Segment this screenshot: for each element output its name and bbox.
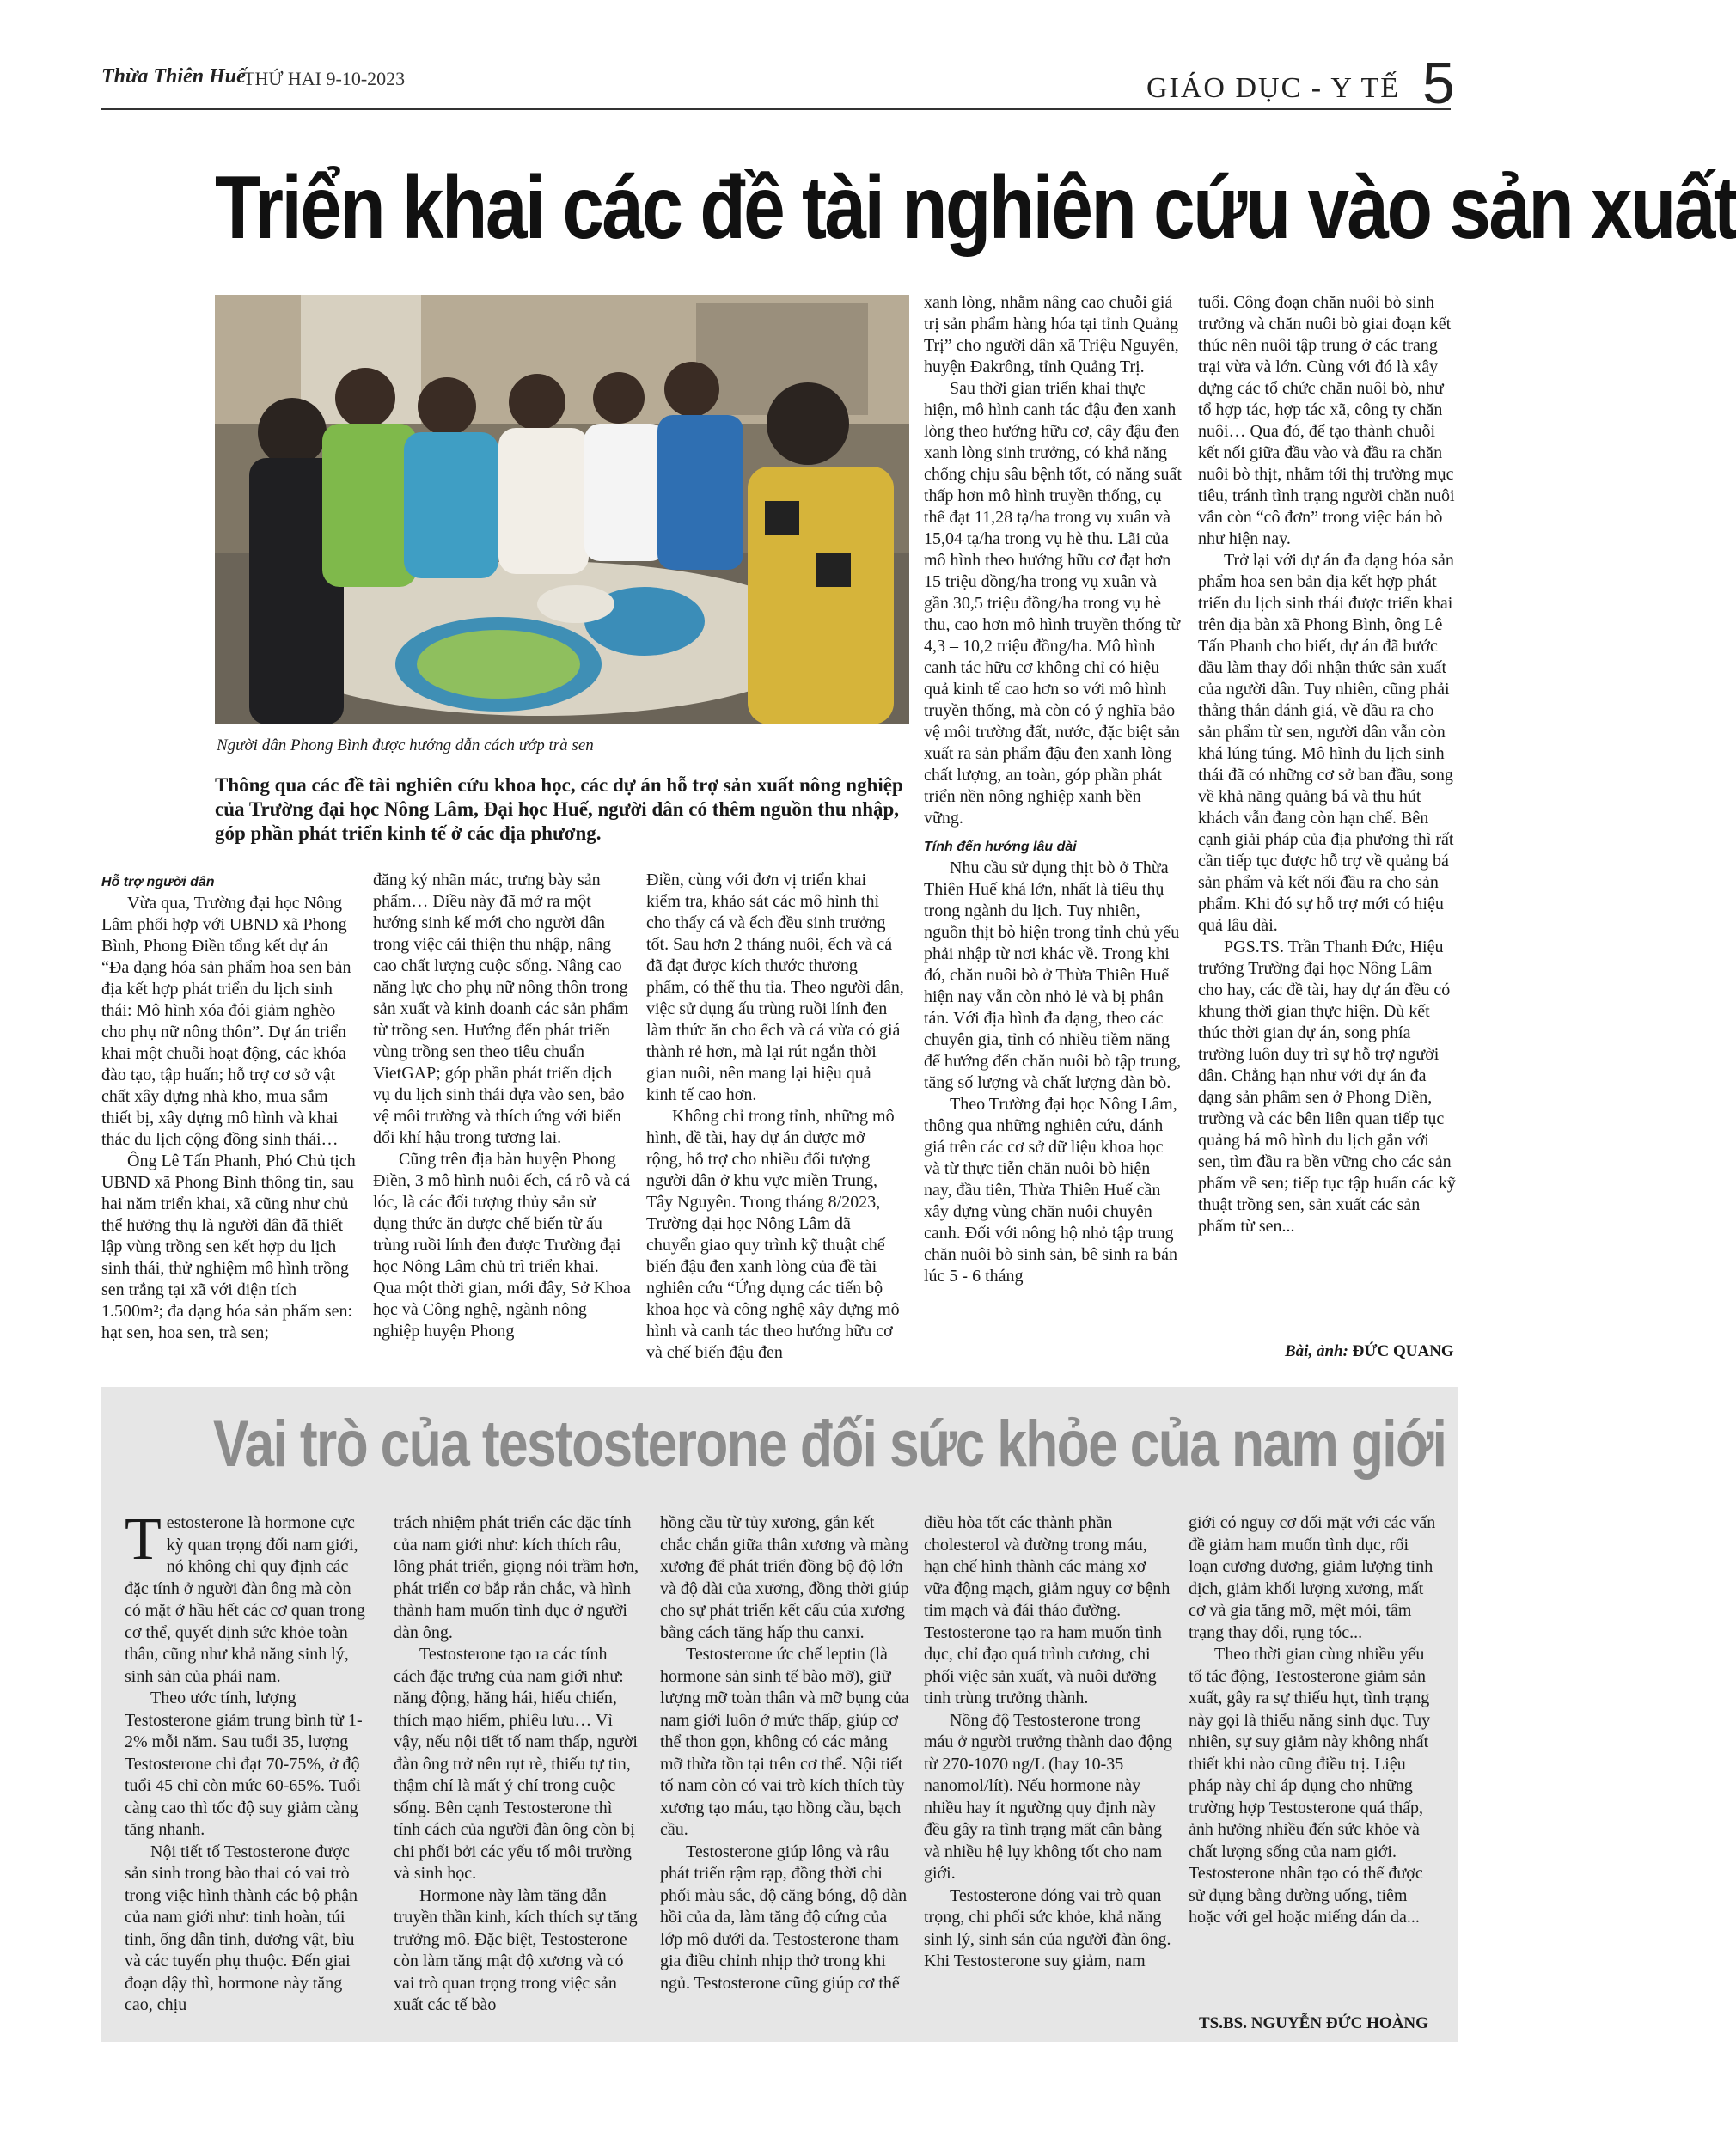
paragraph: đăng ký nhãn mác, trưng bày sản phẩm… Điều này đã mở ra một hướng sinh kế mới cho người dân trong việc cải thiện thu nhập, nâng cao chất lượng cuộc sống. Nâng cao năng lực cho phụ nữ nông thôn trong sản xuất và kinh doanh các sản phẩm từ trồng sen. Hướng đến phát triển vùng trồng sen theo tiêu chuẩn VietGAP; góp phần phát triển dịch vụ du lịch sinh thái dựa vào sen, bảo vệ môi trường và thích ứng với biến đổi khí hậu trong tương lai.: [373, 871, 629, 1147]
photo-illustration: [215, 295, 909, 724]
paragraph: Điền, cùng với đơn vị triển khai kiểm tra, khảo sát các mô hình thì cho thấy cá và ếch đều sinh trưởng tốt. Sau hơn 2 tháng nuôi, ếch và cá đã đạt được kích thước thương phẩm, có thể thu tỉa. Theo người dân, việc sử dụng ấu trùng ruồi lính đen làm thức ăn cho ếch và cá vừa có giá thành rẻ hơn, mà lại rút ngắn thời gian nuôi, nên mang lại hiệu quả kinh tế cao hơn.: [646, 871, 904, 1104]
paragraph: tuổi. Công đoạn chăn nuôi bò sinh trưởng và chăn nuôi bò giai đoạn kết thúc nên nuôi tập trung ở các trang trại vừa và lớn. Cùng với đó là xây dựng các tổ chức chăn nuôi bò, như tổ hợp tác, hợp tác xã, công ty chăn nuôi… Qua đó, để tạo thành chuỗi kết nối giữa đầu vào và đầu ra chăn nuôi bò thịt, nhằm tới thị trường mục tiêu, tránh tình trạng người chăn nuôi vẫn còn “cô đơn” trong việc bán bò như hiện nay.: [1198, 293, 1455, 548]
paragraph: Theo ước tính, lượng Testosterone giảm trung bình từ 1-2% mỗi năm. Sau tuổi 35, lượng Testosterone chỉ đạt 70-75%, ở độ tuổi 45 chỉ còn mức 60-65%. Tuổi càng cao thì tốc độ suy giảm càng tăng nhanh.: [125, 1689, 363, 1839]
masthead: Thừa Thiên Huế: [101, 65, 246, 88]
subhead-huong-lau-dai: Tính đến hướng lâu dài: [924, 840, 1077, 854]
issue-date: THỨ HAI 9-10-2023: [243, 68, 406, 89]
article2-column-1: [125, 1506, 370, 2017]
paragraph: [125, 1506, 370, 1688]
paragraph: Testosterone tạo ra các tính cách đặc trưng của nam giới như: năng động, hăng hái, hiếu chiến, thích mạo hiểm, phiêu lưu… Vì vậy, nếu nội tiết tố nam thấp, người đàn ông trở nên rụt rè, thiếu tự tin, thậm chí là mất ý chí trong cuộc sống. Bên cạnh Testosterone thì tính cách của người đàn ông còn bị chi phối bởi các yếu tố môi trường và sinh học.: [394, 1645, 638, 1883]
paragraph: Nhu cầu sử dụng thịt bò ở Thừa Thiên Huế khá lớn, nhất là tiêu thụ trong ngành du lịch. Tuy nhiên, nguồn thịt bò hiện trong tỉnh chủ yếu phải nhập từ nơi khác về. Trong khi đó, chăn nuôi bò ở Thừa Thiên Huế hiện nay vẫn còn nhỏ lẻ và bị phân tán. Với địa hình đa dạng, theo các chuyên gia, tỉnh có nhiều tiềm năng để hướng đến chăn nuôi bò tập trung, tăng số lượng và chất lượng đàn bò.: [924, 858, 1182, 1092]
paragraph: điều hòa tốt các thành phần cholesterol và đường trong máu, hạn chế hình thành các mảng xơ vữa động mạch, giảm nguy cơ bệnh tim mạch và đái tháo đường. Testosterone tạo ra ham muốn tình dục, chỉ đạo quá trình cương, chi phối việc sản xuất, và nuôi dưỡng tinh trùng trưởng thành.: [924, 1513, 1171, 1707]
paragraph: Vừa qua, Trường đại học Nông Lâm phối hợp với UBND xã Phong Bình, Phong Điền tổng kết dự án “Đa dạng hóa sản phẩm hoa sen bản địa kết hợp phát triển du lịch sinh thái: Mô hình xóa đói giảm nghèo cho phụ nữ nông thôn”. Dự án triển khai một chuỗi hoạt động, các khóa đào tạo, tập huấn; hỗ trợ cơ sở vật chất xây dựng nhà kho, mua sắm thiết bị, xây dựng mô hình và khai thác du lịch cộng đồng sinh thái…: [101, 894, 351, 1149]
article2-headline: Vai trò của testosterone đối sức khỏe của nam giới: [213, 1408, 1446, 1481]
paragraph: Trở lại với dự án đa dạng hóa sản phẩm hoa sen bản địa kết hợp phát triển du lịch sinh thái được triển khai trên địa bàn xã Phong Bình, ông Lê Tấn Phanh cho biết, dự án đã bước đầu làm thay đổi nhận thức sản xuất của người dân. Tuy nhiên, cũng phải thẳng thắn đánh giá, về đầu ra cho sản phẩm từ sen, người dân vẫn còn khá lúng túng. Mô hình du lịch sinh thái đã có những cơ sở ban đầu, song về khả năng quảng bá và thu hút khách vẫn đang còn hạn chế. Bên cạnh giải pháp của địa phương thì rất cần tiếp tục được hỗ trợ về quảng bá sản phẩm và kết nối đầu ra cho sản phẩm. Khi đó sự hỗ trợ mới có hiệu quả lâu dài.: [1198, 551, 1454, 935]
article1-column-4: [924, 292, 1182, 1287]
byline-label: Bài, ảnh:: [1285, 1342, 1353, 1360]
article1-headline: Triển khai các đề tài nghiên cứu vào sản xuất: [215, 158, 1736, 258]
article1-lead: Thông qua các đề tài nghiên cứu khoa học, các dự án hỗ trợ sản xuất nông nghiệp của Trường đại học Nông Lâm, Đại học Huế, người dân có thêm nguồn thu nhập, góp phần phát triển kinh tế ở các địa phương.: [215, 774, 903, 844]
paragraph: PGS.TS. Trần Thanh Đức, Hiệu trưởng Trường đại học Nông Lâm cho hay, các đề tài, hay dự án đều có khung thời gian thực hiện. Dù kết thúc thời gian dự án, song phía trường luôn duy trì sự hỗ trợ người dân. Chẳng hạn như với dự án đa dạng sản phẩm sen ở Phong Điền, trường và các bên liên quan tiếp tục quảng bá mô hình du lịch gắn với sen, tìm đầu ra bền vững cho các sản phẩm về sen; tiếp tục tập huấn các kỹ thuật trồng sen, sản xuất các sản phẩm từ sen...: [1198, 938, 1456, 1236]
paragraph: hồng cầu từ tủy xương, gắn kết chắc chắn giữa thân xương và màng xương để phát triển đồng bộ độ lớn và độ dài của xương, đồng thời giúp cho sự phát triển kết cấu của xương bằng cách tăng hấp thu canxi.: [660, 1513, 909, 1642]
paragraph: Testosterone ức chế leptin (là hormone sản sinh tế bào mỡ), giữ lượng mỡ toàn thân và mỡ bụng của nam giới luôn ở mức thấp, giúp cơ thể thon gọn, không có các mảng mỡ thừa tồn tại trên cơ thể. Nội tiết tố nam còn có vai trò kích thích tủy xương tạo máu, tạo hồng cầu, bạch cầu.: [660, 1645, 909, 1839]
article1-column-2: [373, 870, 631, 1342]
paragraph: giới có nguy cơ đối mặt với các vấn đề giảm ham muốn tình dục, rối loạn cương dương, giảm lượng tinh dịch, giảm khối lượng xương, mất cơ và gia tăng mỡ, mệt mỏi, tâm trạng thay đổi, rụng tóc...: [1189, 1513, 1436, 1642]
paragraph: Nồng độ Testosterone trong máu ở người trưởng thành dao động từ 270-1070 ng/L (hay 10-35 nanomol/lít). Nếu hormone này nhiều hay ít ngường quy định này đều gây ra tình trạng mất cân bằng và nhiều hệ lụy không tốt cho nam giới.: [924, 1710, 1172, 1883]
article2-column-5: [1189, 1512, 1438, 1929]
paragraph: Theo Trường đại học Nông Lâm, thông qua những nghiên cứu, đánh giá trên các cơ sở dữ liệu khoa học và từ thực tiễn chăn nuôi bò hiện nay, đầu tiên, Thừa Thiên Huế cần xây dựng vùng chăn nuôi chuyên canh. Đối với nông hộ nhỏ tập trung chăn nuôi bò sinh sản, bê sinh ra bán lúc 5 - 6 tháng: [924, 1095, 1177, 1286]
paragraph: Hormone này làm tăng dẫn truyền thần kinh, kích thích sự tăng trưởng mô. Đặc biệt, Testosterone còn làm tăng mật độ xương và có vai trò quan trọng trong việc sản xuất các tế bào: [394, 1885, 638, 2014]
paragraph: Theo thời gian cùng nhiều yếu tố tác động, Testosterone giảm sản xuất, gây ra sự thiếu hụt, tình trạng này gọi là thiểu năng sinh dục. Tuy nhiên, sự suy giảm này không nhất thiết khi nào cũng điều trị. Liệu pháp này chỉ áp dụng cho những trường hợp Testosterone quá thấp, ảnh hưởng nhiều đến sức khỏe và chất lượng sống của nam giới. Testosterone nhân tạo có thể được sử dụng bằng đường uống, tiêm hoặc với gel hoặc miếng dán da...: [1189, 1645, 1431, 1927]
article2-column-2: [394, 1512, 643, 2017]
article1-column-5: [1198, 292, 1456, 1237]
section-name: GIÁO DỤC - Y TẾ: [1146, 72, 1401, 104]
article1-column-1: [101, 870, 359, 1344]
header-rule: [101, 108, 1451, 110]
photo-caption: Người dân Phong Bình được hướng dẫn cách ướp trà sen: [217, 736, 594, 754]
paragraph: Testosterone giúp lông và râu phát triển rậm rạp, đồng thời chi phối màu sắc, độ căng bóng, độ đàn hồi của da, làm tăng độ cứng của lớp mô dưới da. Testosterone tham gia điều chỉnh nhịp thở trong khi ngủ. Testosterone cũng giúp cơ thể: [660, 1842, 908, 1993]
paragraph: xanh lòng, nhằm nâng cao chuỗi giá trị sản phẩm hàng hóa tại tỉnh Quảng Trị” cho người dân xã Triệu Nguyên, huyện Đakrông, tỉnh Quảng Trị.: [924, 293, 1179, 376]
paragraph-text: estosterone là hormone cực kỳ quan trọng đối nam giới, nó không chỉ quy định các đặc tính ở người đàn ông mà còn có mặt ở hầu hết các cơ quan trong cơ thể, quyết định sức khỏe toàn thân, cũng như khả năng sinh lý, sinh sản của phái nam.: [125, 1513, 365, 1686]
paragraph: Cũng trên địa bàn huyện Phong Điền, 3 mô hình nuôi ếch, cá rô và cá lóc, là các đối tượng thủy sản sử dụng thức ăn được chế biến từ ấu trùng ruồi lính đen được Trường đại học Nông Lâm chủ trì triển khai. Qua một thời gian, mới đây, Sở Khoa học và Công nghệ, ngành nông nghiệp huyện Phong: [373, 1150, 631, 1341]
article2-column-4: [924, 1512, 1173, 1973]
article2-column-3: [660, 1512, 909, 1995]
byline-name: ĐỨC QUANG: [1352, 1342, 1454, 1360]
drop-cap: T: [125, 1506, 162, 1573]
paragraph: Sau thời gian triển khai thực hiện, mô hình canh tác đậu đen xanh lòng theo hướng hữu cơ, cây đậu đen xanh lòng sinh trưởng, có khả năng chống chịu sâu bệnh tốt, có năng suất thấp hơn mô hình truyền thống, cụ thể đạt 11,28 tạ/ha trong vụ xuân và 15,04 tạ/ha trong vụ hè thu. Lãi của mô hình theo hướng hữu cơ đạt hơn 15 triệu đồng/ha trong vụ xuân và gần 30,5 triệu đồng/ha trong vụ hè thu, cao hơn mô hình truyền thống từ 4,3 – 10,2 triệu đồng/ha. Mô hình canh tác hữu cơ không chỉ có hiệu quả kinh tế cao hơn so với mô hình truyền thống, mà còn có ý nghĩa bảo vệ môi trường đất, nước, đặc biệt sản xuất ra sản phẩm đậu đen xanh lòng chất lượng, an toàn, góp phần phát triển nền nông nghiệp xanh bền vững.: [924, 379, 1182, 828]
article2-byline: TS.BS. NGUYỄN ĐỨC HOÀNG: [1199, 2014, 1428, 2032]
paragraph: Nội tiết tố Testosterone được sản sinh trong bào thai có vai trò trong việc hình thành các bộ phận của nam giới như: tinh hoàn, túi tinh, ống dẫn tinh, dương vật, bìu và các tuyến phụ thuộc. Đến giai đoạn dậy thì, hormone này tăng cao, chịu: [125, 1842, 358, 2014]
paragraph: trách nhiệm phát triển các đặc tính của nam giới như: kích thích râu, lông phát triển, giọng nói trầm hơn, phát triển cơ bắp rắn chắc, và hình thành ham muốn tình dục ở người đàn ông.: [394, 1513, 639, 1642]
subhead-ho-tro: Hỗ trợ người dân: [101, 875, 215, 889]
article1-byline: [1285, 1342, 1454, 1361]
paragraph: Không chỉ trong tỉnh, những mô hình, đề tài, hay dự án được mở rộng, hỗ trợ cho nhiều đối tượng người dân ở khu vực miền Trung, Tây Nguyên. Trong tháng 8/2023, Trường đại học Nông Lâm đã chuyển giao quy trình kỹ thuật chế biến đậu đen xanh lòng của đề tài nghiên cứu “Ứng dụng các tiến bộ khoa học và công nghệ xây dựng mô hình và canh tác theo hướng hữu cơ và chế biến đậu đen: [646, 1107, 900, 1362]
paragraph: Testosterone đóng vai trò quan trọng, chi phối sức khỏe, khả năng sinh lý, sinh sản của người đàn ông. Khi Testosterone suy giảm, nam: [924, 1885, 1171, 1970]
article1-photo: [215, 295, 909, 724]
paragraph: Ông Lê Tấn Phanh, Phó Chủ tịch UBND xã Phong Bình thông tin, sau hai năm triển khai, xã cũng như chủ thể hưởng thụ là người dân đã thiết lập vùng trồng sen kết hợp du lịch sinh thái, thử nghiệm mô hình trồng sen trắng tại xã với diện tích 1.500m²; đa dạng hóa sản phẩm sen: hạt sen, hoa sen, trà sen;: [101, 1152, 356, 1342]
page-number: 5: [1422, 51, 1455, 116]
article1-column-3: [646, 870, 904, 1364]
